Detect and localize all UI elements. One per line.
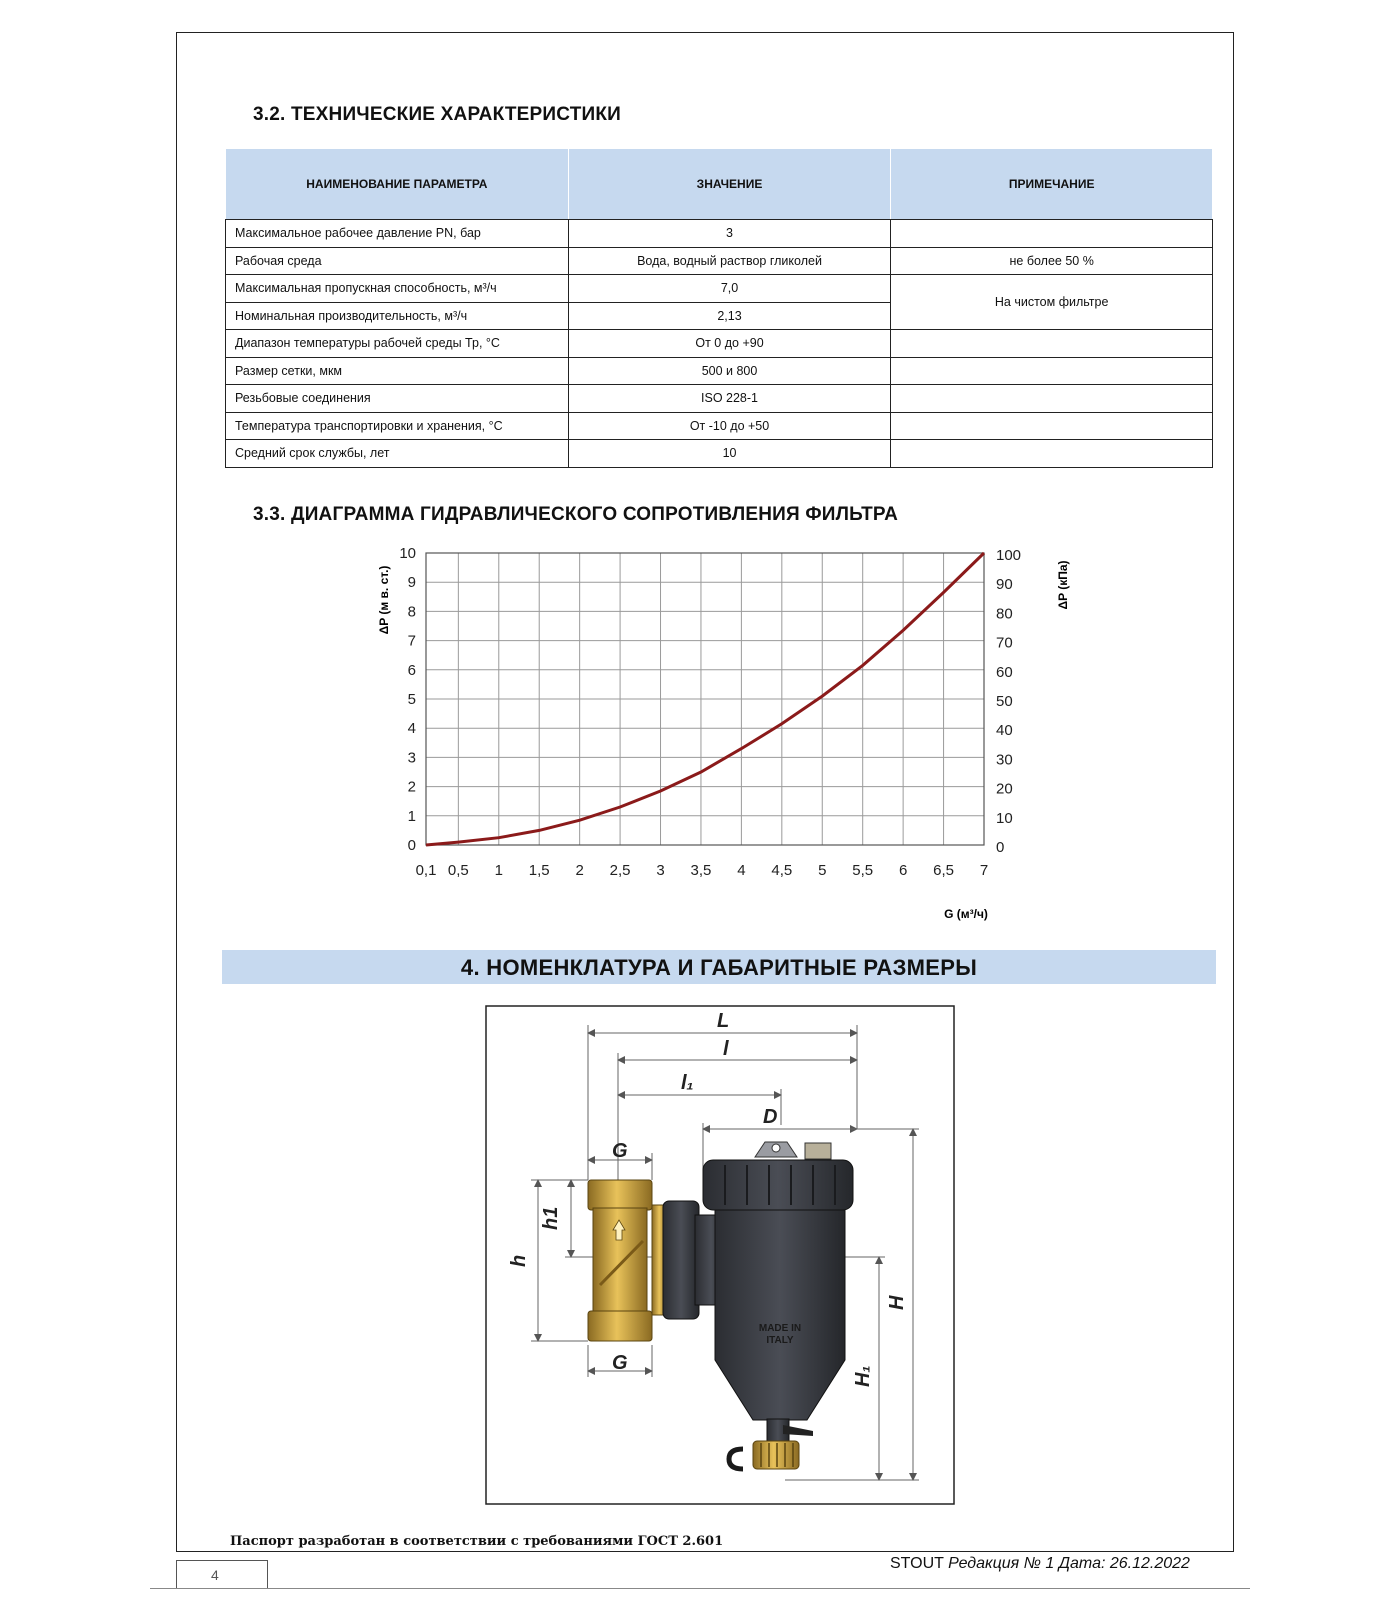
label-L: L	[717, 1010, 730, 1032]
label-G-bottom: G	[612, 1352, 628, 1374]
x-tick-label: 5,5	[852, 862, 874, 879]
value-cell: 3	[568, 220, 891, 248]
y2-tick-label: 0	[996, 839, 1005, 856]
x-tick-label: 0,5	[447, 862, 469, 879]
note-cell	[891, 220, 1213, 248]
note-cell	[891, 330, 1213, 358]
param-cell: Средний срок службы, лет	[226, 440, 569, 468]
header-parameter: НАИМЕНОВАНИЕ ПАРАМЕТРА	[226, 149, 569, 220]
spec-table	[225, 148, 1213, 468]
value-cell: Вода, водный раствор гликолей	[568, 247, 891, 275]
param-cell: Размер сетки, мкм	[226, 357, 569, 385]
header-note: ПРИМЕЧАНИЕ	[891, 149, 1213, 220]
y-tick-label: 3	[407, 749, 416, 767]
drain-fitting	[753, 1441, 799, 1469]
y-tick-label: 6	[407, 661, 416, 679]
y2-tick-label: 50	[996, 693, 1013, 710]
x-tick-label: 1	[494, 862, 503, 879]
x-tick-label: 0,1	[415, 862, 437, 879]
x-tick-label: 1,5	[528, 862, 550, 879]
note-cell	[891, 357, 1213, 385]
table-row	[226, 385, 1213, 413]
value-cell: 10	[568, 440, 891, 468]
revision-info: Редакция № 1 Дата: 26.12.2022	[948, 1555, 1190, 1572]
y-tick-label: 5	[407, 691, 416, 708]
y-tick-label: 8	[407, 603, 416, 621]
x-tick-label: 3,5	[690, 862, 712, 879]
label-h1: h1	[540, 1206, 562, 1230]
y-tick-label: 4	[407, 720, 416, 738]
x-tick-label: 2,5	[609, 862, 631, 879]
y2-tick-label: 10	[996, 809, 1013, 827]
value-cell: 500 и 800	[568, 357, 891, 385]
note-cell	[891, 440, 1213, 468]
param-cell: Диапазон температуры рабочей среды Тр, °С	[226, 330, 569, 358]
header-value: ЗНАЧЕНИЕ	[568, 149, 891, 220]
gost-note: Паспорт разработан в соответствии с требованиями ГОСТ 2.601	[230, 1534, 724, 1549]
vent-cap	[805, 1143, 831, 1159]
y-tick-label: 10	[399, 545, 416, 562]
label-H1: H₁	[852, 1365, 874, 1387]
note-cell	[891, 385, 1213, 413]
y-tick-label: 1	[407, 807, 416, 825]
label-l1: l₁	[681, 1072, 694, 1094]
y2-tick-label: 30	[996, 751, 1013, 769]
param-cell: Максимальная пропускная способность, м³/ч	[226, 275, 569, 303]
brand-name: STOUT	[890, 1555, 944, 1572]
note-cell: не более 50 %	[891, 247, 1213, 275]
x-axis-label: G (м³/ч)	[944, 907, 988, 921]
x-tick-label: 4	[737, 862, 746, 879]
table-row	[226, 357, 1213, 385]
table-row	[226, 330, 1213, 358]
italy-label: ITALY	[766, 1335, 794, 1346]
table-row	[226, 275, 1213, 303]
section-title-nomenclature: 4. НОМЕНКЛАТУРА И ГАБАРИТНЫЕ РАЗМЕРЫ	[222, 950, 1216, 984]
y2-axis-label: ΔP (кПа)	[1056, 560, 1070, 610]
param-cell: Температура транспортировки и хранения, °С	[226, 412, 569, 440]
y2-tick-label: 100	[996, 547, 1022, 564]
y2-tick-label: 20	[996, 780, 1013, 798]
page-number: 4	[176, 1560, 268, 1588]
x-tick-label: 5	[818, 862, 827, 879]
union-nut	[663, 1201, 699, 1319]
label-G-top: G	[612, 1140, 628, 1162]
x-tick-label: 3	[656, 862, 665, 879]
pressure-drop-chart	[360, 545, 1070, 933]
value-cell: ISO 228-1	[568, 385, 891, 413]
param-cell: Максимальное рабочее давление PN, бар	[226, 220, 569, 248]
y2-tick-label: 40	[996, 722, 1013, 740]
value-cell: От 0 до +90	[568, 330, 891, 358]
value-cell: 2,13	[568, 302, 891, 330]
x-tick-label: 6,5	[933, 862, 954, 879]
section-title-chart: 3.3. ДИАГРАММА ГИДРАВЛИЧЕСКОГО СОПРОТИВЛЕНИЯ ФИЛЬТРА	[253, 504, 899, 525]
spec-table-header	[226, 149, 1213, 220]
table-row	[226, 440, 1213, 468]
param-cell: Резьбовые соединения	[226, 385, 569, 413]
note-cell: На чистом фильтре	[891, 275, 1213, 330]
label-l: l	[723, 1038, 729, 1060]
y-axis-label: ΔP (м в. ст.)	[377, 565, 391, 635]
brass-nut-top	[588, 1180, 652, 1210]
param-cell: Рабочая среда	[226, 247, 569, 275]
y-tick-label: 2	[407, 778, 416, 796]
y-tick-label: 9	[407, 574, 416, 592]
made-in-label: MADE IN	[758, 1323, 802, 1334]
param-cell: Номинальная производительность, м³/ч	[226, 302, 569, 330]
y2-tick-label: 80	[996, 605, 1013, 623]
x-tick-label: 6	[898, 862, 908, 879]
y-tick-label: 7	[407, 632, 416, 650]
x-tick-label: 2	[575, 862, 584, 879]
label-D: D	[763, 1106, 778, 1128]
label-h: h	[508, 1254, 530, 1267]
footer-rule	[150, 1588, 1250, 1589]
x-tick-label: 7	[979, 862, 989, 879]
y2-tick-label: 60	[996, 663, 1013, 681]
y2-tick-label: 90	[996, 576, 1013, 594]
brass-nut-bottom	[588, 1311, 652, 1341]
filter-dimension-drawing	[485, 1005, 955, 1505]
y-tick-label: 0	[407, 837, 416, 854]
table-row	[226, 412, 1213, 440]
value-cell: От -10 до +50	[568, 412, 891, 440]
x-tick-label: 4,5	[771, 862, 793, 879]
filter-housing	[715, 1210, 845, 1420]
section-title-specs: 3.2. ТЕХНИЧЕСКИЕ ХАРАКТЕРИСТИКИ	[253, 104, 622, 125]
label-H: H	[886, 1295, 908, 1310]
table-row	[226, 220, 1213, 248]
value-cell: 7,0	[568, 275, 891, 303]
revision-line	[890, 1555, 1190, 1573]
table-row	[226, 247, 1213, 275]
note-cell	[891, 412, 1213, 440]
y2-tick-label: 70	[996, 634, 1013, 652]
